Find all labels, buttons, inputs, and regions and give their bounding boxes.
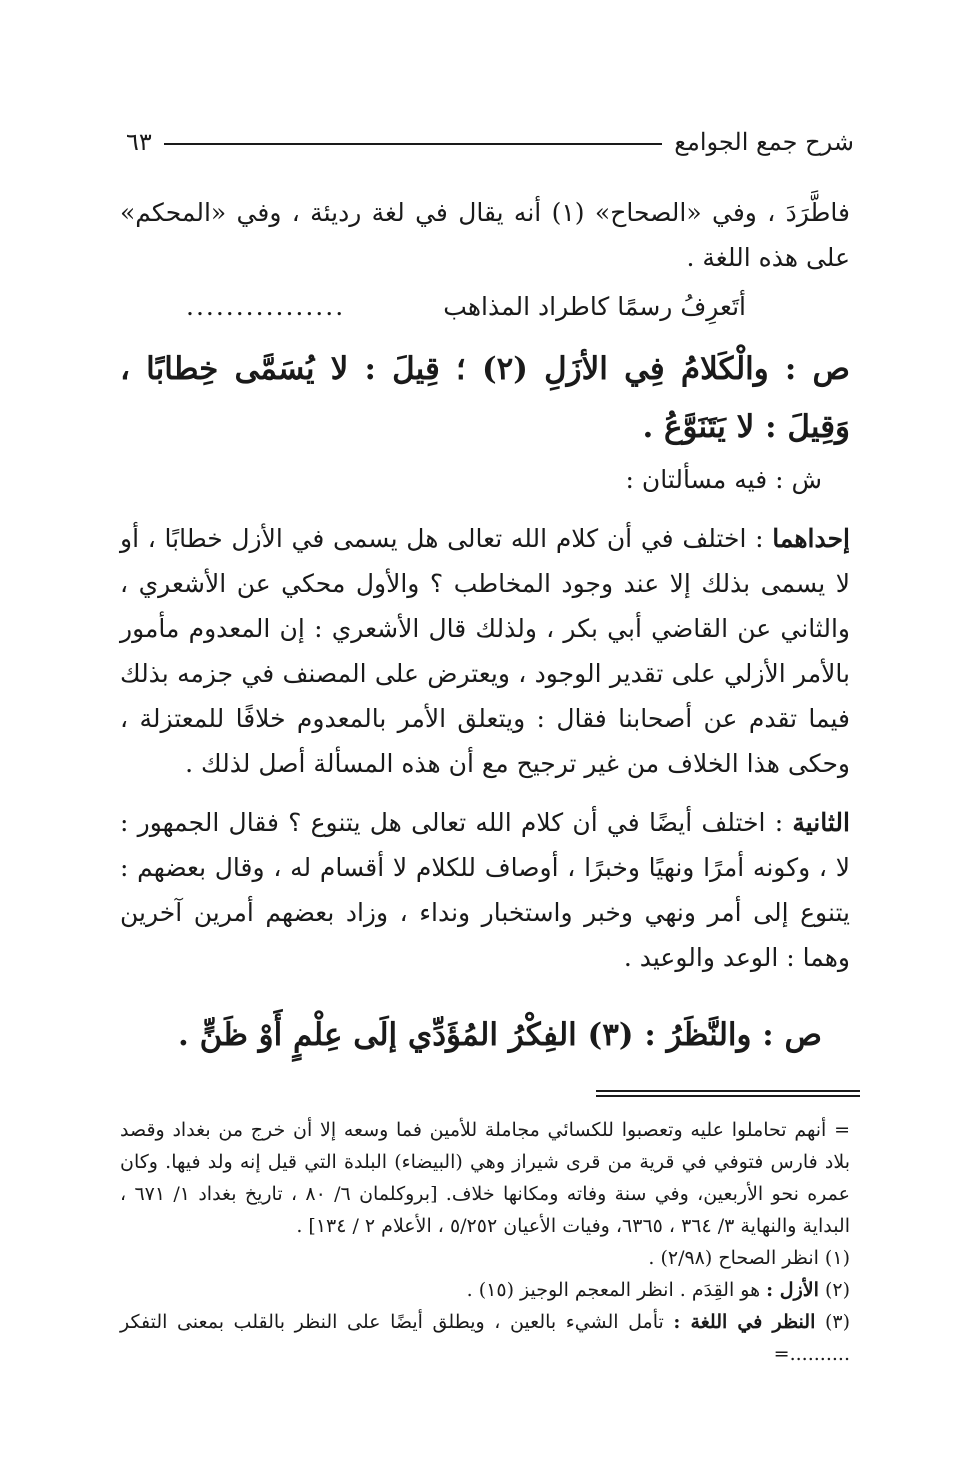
footnote-2-number: (٢) [818, 1279, 850, 1301]
issue-2-paragraph [120, 800, 850, 980]
matn-text-2: ص : والنَّظَرُ : (٣) الفِكْرُ المُؤَدِّي إلَى عِلْمٍ أَوْ ظَنٍّ . [178, 1017, 822, 1053]
issue-1-text: : اختلف في أن كلام الله تعالى هل يسمى في الأزل خطابًا ، أو لا يسمى بذلك إلا عند وجود المخاطب ؟ والأول محكي عن الأشعري ، والثاني عن القاضي أبي بكر ، ولذلك قال الأشعري : إن المعدوم مأمور بالأمر الأزلي على تقدير الوجود ، ويعترض على المصنف في جزمه بذلك فيما تقدم عن أصحابنا فقال : ويتعلق الأمر بالمعدوم خلافًا للمعتزلة ، وحكى هذا الخلاف من غير ترجيح مع أن هذه المسألة أصل لذلك . [120, 524, 850, 778]
footnote-3 [120, 1306, 850, 1370]
footnote-separator [596, 1090, 860, 1100]
header-title: شرح جمع الجوامع [674, 128, 854, 156]
sharh-intro: ش : فيه مسألتان : [625, 465, 822, 494]
page-number: ٦٣ [126, 128, 152, 156]
verse-text: أتَعرِفُ رسمًا كاطراد المذاهب [443, 292, 746, 321]
poetry-verse [186, 284, 746, 329]
verse-ellipsis: ................ [186, 292, 346, 321]
footnote-2-text: هو القِدَم . انظر المعجم الوجيز (١٥) . [466, 1279, 767, 1301]
footnote-continuation: = أنهم تحاملوا عليه وتعصبوا للكسائي مجاملة للأمين فما وسعه إلا أن خرج من بغداد وقصد بلاد فارس فتوفي في قرية من قرى شيراز وهي (البيضاء) البلدة التي قيل إنه ولد فيها. وكان عمره نحو الأربعين، وفي سنة وفاته ومكانها خلاف. [بروكلمان ٦/ ٨٠ ، تاريخ بغداد ١/ ٦٧١ ، البداية والنهاية ٣/ ٣٦٤ ، ٦٣٦٥، وفيات الأعيان ٥/٢٥٢ ، الأعلام ٢ / ١٣٤] . [120, 1119, 850, 1237]
header-rule [164, 143, 662, 145]
footnote-2-term: الأزل : [766, 1279, 819, 1301]
issue-1-lead: إحداهما [772, 524, 850, 553]
issue-2-lead: الثانية [792, 808, 850, 837]
intro-paragraph: فاطَّرَدَ ، وفي «الصحاح» (١) أنه يقال في لغة رديئة ، وفي «المحكم» على هذه اللغة . [120, 198, 850, 272]
issue-2-text: : اختلف أيضًا في أن كلام الله تعالى هل يتنوع ؟ فقال الجمهور : لا ، وكونه أمرًا ونهيًا وخبرًا ، أوصاف للكلام لا أقسام له ، وقال بعضهم : يتنوع إلى أمر ونهي وخبر واستخبار ونداء ، وزاد بعضهم أمرين آخرين وهما : الوعد والوعيد . [120, 808, 850, 972]
footnotes [120, 1114, 850, 1370]
issue-1-paragraph [120, 516, 850, 786]
footnote-1: (١) انظر الصحاح (٢/٩٨) . [648, 1247, 850, 1269]
running-header [126, 122, 854, 162]
footnote-3-number: (٣) [815, 1311, 851, 1333]
footnote-3-text: تأمل الشيء بالعين ، ويطلق أيضًا على النظر بالقلب بمعنى التفكر ..........= [120, 1311, 850, 1365]
matn-text-1: ص : والْكَلامُ فِي الأزَلِ (٢) ؛ قِيلَ : لا يُسَمَّى خِطابًا ، وَقِيلَ : لا يَتَنَوَّعُ . [120, 351, 850, 445]
footnote-2 [120, 1274, 850, 1306]
footnote-3-term: النظر في اللغة : [673, 1311, 816, 1333]
